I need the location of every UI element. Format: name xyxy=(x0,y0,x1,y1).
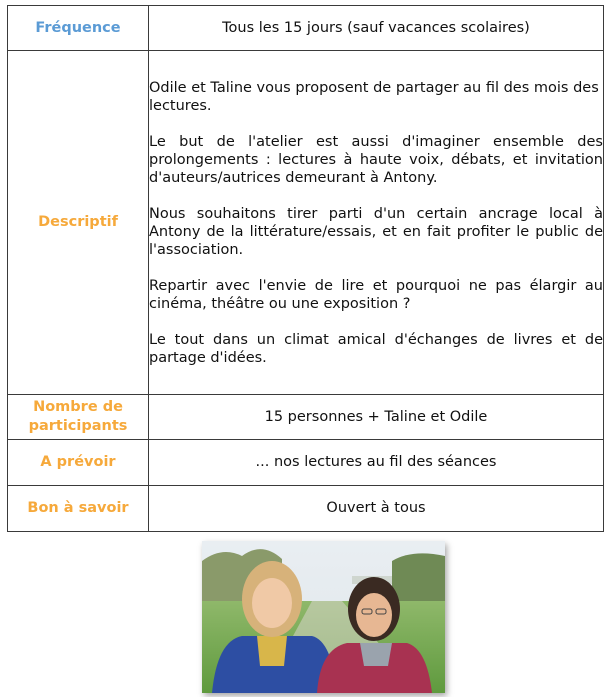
photo-two-women-park xyxy=(202,541,445,693)
label-participants-line2: participants xyxy=(28,418,128,434)
value-frequence: Tous les 15 jours (sauf vacances scolaires) xyxy=(149,6,604,51)
value-descriptif xyxy=(149,51,604,395)
desc-paragraph-3: Nous souhaitons tirer parti d'un certain ancrage local à Antony de la littérature/essais, et en fait profiter le public de l'association. xyxy=(149,205,603,258)
label-participants xyxy=(8,395,149,440)
label-bon-a-savoir: Bon à savoir xyxy=(8,486,149,532)
row-participants xyxy=(8,395,604,440)
desc-paragraph-1: Odile et Taline vous proposent de partager au fil des mois des lectures. xyxy=(149,79,599,114)
label-frequence: Fréquence xyxy=(8,6,149,51)
label-participants-line1: Nombre de xyxy=(33,399,123,415)
info-table xyxy=(7,5,604,532)
value-bon-a-savoir: Ouvert à tous xyxy=(149,486,604,532)
desc-paragraph-4: Repartir avec l'envie de lire et pourquoi ne pas élargir au cinéma, théâtre ou une exposition ? xyxy=(149,277,603,312)
row-frequence xyxy=(8,6,604,51)
label-descriptif: Descriptif xyxy=(8,51,149,395)
value-a-prevoir: ... nos lectures au fil des séances xyxy=(149,440,604,486)
photo xyxy=(202,541,445,693)
row-bon-a-savoir xyxy=(8,486,604,532)
desc-paragraph-5: Le tout dans un climat amical d'échanges de livres et de partage d'idées. xyxy=(149,331,603,366)
row-a-prevoir xyxy=(8,440,604,486)
row-descriptif xyxy=(8,51,604,395)
desc-paragraph-2: Le but de l'atelier est aussi d'imaginer ensemble des prolongements : lectures à haute voix, débats, et invitation d'auteurs/autrices demeurant à Antony. xyxy=(149,133,603,186)
value-participants: 15 personnes + Taline et Odile xyxy=(149,395,604,440)
label-a-prevoir: A prévoir xyxy=(8,440,149,486)
